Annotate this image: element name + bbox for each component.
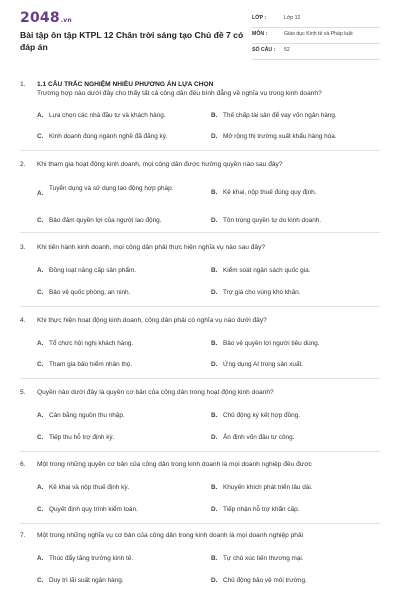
question-text <box>37 388 381 397</box>
question-stem: Khi thực hiện hoạt động kinh doanh, công dân phải có nghĩa vụ nào dưới đây? <box>37 317 267 324</box>
option-text: Bảo vệ quốc phòng, an ninh. <box>49 289 131 296</box>
option-letter: D. <box>211 506 218 513</box>
option-text: Bảo đảm quyền lợi của người lao động. <box>49 217 162 224</box>
option-letter: B. <box>211 555 218 562</box>
question-stem: Khi tham gia hoạt động kinh doanh, mọi công dân được hưởng quyền nào sau đây? <box>37 161 283 168</box>
option-text: Kiểm soát ngân sách quốc gia. <box>223 267 311 274</box>
meta-value: 52 <box>284 47 290 53</box>
question-text <box>37 460 381 469</box>
option-letter: C. <box>37 434 44 441</box>
option-letter: B. <box>211 189 218 196</box>
option-letter: B. <box>211 112 218 119</box>
option-letter: D. <box>211 217 218 224</box>
meta-value: Lớp 12 <box>284 15 301 21</box>
document-header <box>0 0 400 62</box>
option-letter: B. <box>211 267 218 274</box>
option-letter: C. <box>37 217 44 224</box>
question-stem: Trường hợp nào dưới đây cho thấy tất cả công dân đều bình đẳng về nghĩa vụ trong kinh doanh? <box>37 90 322 97</box>
option-letter: A. <box>37 112 44 119</box>
option-letter: A. <box>37 190 44 197</box>
option-letter: C. <box>37 289 44 296</box>
option-text: Lựa chọn các nhà đầu tư và khách hàng. <box>49 112 166 119</box>
option-letter: D. <box>211 289 218 296</box>
option-text: Duy trì lãi suất ngân hàng. <box>49 577 124 584</box>
option-text: Cân bằng nguồn thu nhập. <box>49 412 125 419</box>
divider <box>20 150 380 151</box>
option-text: Tổ chức hội nghị khách hàng. <box>49 340 134 347</box>
option-text: Đồng loạt nâng cấp sản phẩm. <box>49 267 137 274</box>
meta-label: SỐ CÂU : <box>252 47 276 53</box>
option-text: Thúc đẩy tăng trưởng kinh tế. <box>49 555 134 562</box>
option-letter: A. <box>37 555 44 562</box>
logo-suffix: .vn <box>60 17 72 24</box>
divider <box>20 378 380 379</box>
question-number: 2. <box>20 161 26 168</box>
meta-row-count <box>252 44 380 60</box>
option-text: Trợ giá cho vùng khó khăn. <box>223 289 301 296</box>
question-text <box>37 160 381 169</box>
option-text: Tiếp nhận hỗ trợ khẩn cấp. <box>223 506 300 513</box>
option-letter: D. <box>211 434 218 441</box>
option-text: Tự chủ xúc tiến thương mại. <box>223 555 304 562</box>
option-letter: A. <box>37 340 44 347</box>
question-number: 7. <box>20 532 26 539</box>
question-number: 1. <box>20 81 26 88</box>
option-text: Bảo vệ quyền lợi người tiêu dùng. <box>223 340 320 347</box>
option-text: Kê khai và nộp thuế định kỳ. <box>49 484 130 491</box>
option-letter: A. <box>37 267 44 274</box>
option-letter: C. <box>37 133 44 140</box>
logo-text: 2048 <box>20 10 60 26</box>
question-text <box>37 531 381 540</box>
option-letter: A. <box>37 412 44 419</box>
meta-row-class <box>252 12 380 28</box>
document-meta <box>252 12 380 60</box>
option-text: Ứng dụng AI trong sản xuất. <box>223 361 304 368</box>
divider <box>20 523 380 524</box>
option-text: Tuyển dụng và sử dụng lao động hợp pháp. <box>49 185 174 192</box>
option-letter: C. <box>37 577 44 584</box>
divider <box>20 306 380 307</box>
meta-label: LỚP : <box>252 15 267 21</box>
question-stem: Một trong những nghĩa vụ cơ bản của công dân trong kinh doanh là mọi doanh nghiệp phải <box>37 532 304 539</box>
option-letter: C. <box>37 506 44 513</box>
option-letter: D. <box>211 577 218 584</box>
question-text <box>37 80 381 98</box>
option-letter: B. <box>211 484 218 491</box>
option-letter: D. <box>211 133 218 140</box>
question-text <box>37 316 381 325</box>
question-number: 5. <box>20 389 26 396</box>
document-title: Bài tập ôn tập KTPL 12 Chân trời sáng tạo Chủ đề 7 có đáp án <box>20 30 244 52</box>
divider <box>20 451 380 452</box>
option-text: Chủ động bảo vệ môi trường. <box>223 577 307 584</box>
question-number: 3. <box>20 244 26 251</box>
option-text: Ấn định vốn đầu tư công. <box>223 434 295 441</box>
meta-row-subject <box>252 28 380 44</box>
option-text: Quyết định quy trình kiểm toán. <box>49 506 138 513</box>
divider <box>20 232 380 233</box>
meta-label: MÔN : <box>252 31 268 37</box>
option-text: Mở rộng thị trường xuất khẩu hàng hóa. <box>223 133 337 140</box>
question-text <box>37 243 381 252</box>
question-number: 4. <box>20 317 26 324</box>
option-letter: D. <box>211 361 218 368</box>
option-text: Tiếp thu hỗ trợ định kỳ. <box>49 434 115 441</box>
option-text: Tôn trọng quyền tự do kinh doanh. <box>223 217 322 224</box>
section-title: 1.1 CÂU TRẮC NGHIỆM NHIỀU PHƯƠNG ÁN LỰA CHỌN <box>37 81 214 88</box>
option-letter: B. <box>211 340 218 347</box>
option-letter: B. <box>211 412 218 419</box>
meta-value: Giáo dục Kinh tế và Pháp luật <box>284 31 353 37</box>
option-text: Khuyến khích phát triển lâu dài. <box>223 484 313 491</box>
question-number: 6. <box>20 461 26 468</box>
option-letter: A. <box>37 484 44 491</box>
option-text: Kê khai, nộp thuế đúng quy định. <box>223 189 317 196</box>
option-text: Chủ động ký kết hợp đồng. <box>223 412 301 419</box>
question-stem: Quyền nào dưới đây là quyền cơ bản của công dân trong hoạt động kinh doanh? <box>37 389 274 396</box>
option-text: Tham gia bảo hiểm nhân thọ. <box>49 361 133 368</box>
site-logo[interactable] <box>20 10 72 26</box>
option-text: Thế chấp tài sản để vay vốn ngân hàng. <box>223 112 337 119</box>
option-letter: C. <box>37 361 44 368</box>
question-stem: Khi tiến hành kinh doanh, mọi công dân phải thực hiện nghĩa vụ nào sau đây? <box>37 244 266 251</box>
option-text: Kinh doanh đúng ngành nghề đã đăng ký. <box>49 133 168 140</box>
question-stem: Một trong những quyền cơ bản của công dân trong kinh doanh là mọi doanh nghiệp đều được <box>37 461 312 468</box>
